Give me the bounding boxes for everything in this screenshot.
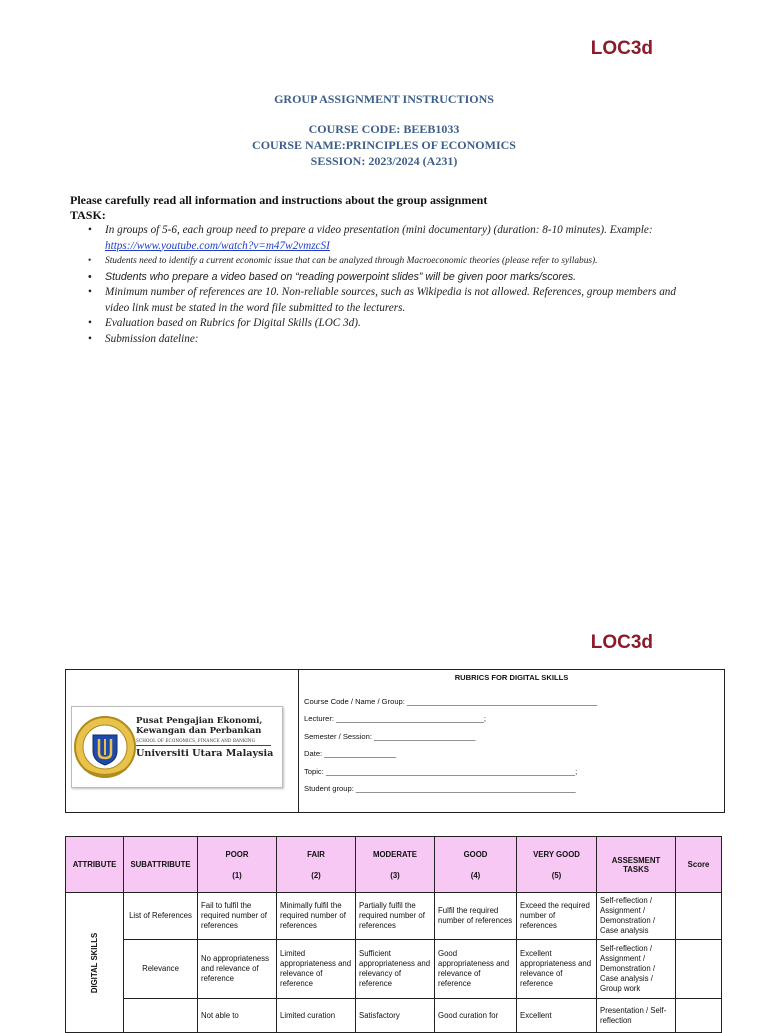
rubric-header-row [66, 837, 722, 893]
rubric-table [65, 836, 722, 1033]
tasks-cell: Self-reflection / Assignment / Demonstration / Case analysis [597, 893, 676, 940]
uum-crest-icon [74, 709, 136, 785]
tasks-cell: Self-reflection / Assignment / Demonstration / Case analysis / Group work [597, 940, 676, 999]
subattribute-cell [124, 999, 198, 1033]
loc-label: LOC3d [590, 38, 653, 59]
header-label: GOOD [463, 849, 488, 859]
score-cell[interactable] [676, 893, 722, 940]
attribute-label: DIGITAL SKILLS [89, 932, 99, 993]
task-item: • Students need to identify a current economic issue that can be analyzed through Macroeconomic theories (please refer to syllabus). [88, 254, 700, 270]
header-score: Score [676, 837, 722, 893]
task-item [88, 223, 700, 254]
header-very-good [517, 837, 597, 893]
logo-line: Pusat Pengajian Ekonomi, [136, 716, 263, 726]
subattribute-cell: List of References [124, 893, 198, 940]
very-good-cell: Excellent [517, 999, 597, 1033]
header-good [435, 837, 517, 893]
header-score: (5) [551, 870, 562, 880]
very-good-cell: Excellent appropriateness and relevance of reference [517, 940, 597, 999]
fair-cell: Limited curation [277, 999, 356, 1033]
lecturer-field[interactable]: Lecturer: ___________________________________; [304, 714, 487, 723]
rubric-info-box [65, 669, 725, 813]
session: SESSION: 2023/2024 (A231) [310, 154, 458, 168]
header-score: (4) [470, 870, 481, 880]
poor-cell: No appropriateness and relevance of reference [198, 940, 277, 999]
task-item: • Minimum number of references are 10. Non-reliable sources, such as Wikipedia is not allowed. References, group members and video link must be stated in the word file submitted to the lecturers. [88, 285, 700, 316]
header-label: POOR [225, 849, 249, 859]
header-subattribute: SUBATTRIBUTE [124, 837, 198, 893]
subattribute-cell: Relevance [124, 940, 198, 999]
course-code: COURSE CODE: BEEB1033 [308, 122, 460, 136]
logo-text [136, 716, 273, 759]
logo-line: SCHOOL OF ECONOMICS, FINANCE AND BANKING [136, 738, 256, 743]
university-logo [71, 706, 283, 788]
moderate-cell: Sufficient appropriateness and relevancy of reference [356, 940, 435, 999]
topic-field[interactable]: Topic: ___________________________________________________________; [304, 767, 578, 776]
date-field[interactable]: Date: _________________ [304, 749, 397, 758]
intro-text: Please carefully read all information and instructions about the group assignment [70, 193, 488, 207]
moderate-cell: Partially fulfil the required number of references [356, 893, 435, 940]
header-label: FAIR [307, 849, 325, 859]
good-cell: Good appropriateness and relevance of reference [435, 940, 517, 999]
task-label: TASK: [70, 208, 106, 222]
good-cell: Fulfil the required number of references [435, 893, 517, 940]
poor-cell: Fail to fulfil the required number of references [198, 893, 277, 940]
tasks-cell: Presentation / Self-reflection [597, 999, 676, 1033]
moderate-cell: Satisfactory [356, 999, 435, 1033]
header-label: VERY GOOD [533, 849, 580, 859]
fair-cell: Minimally fulfil the required number of references [277, 893, 356, 940]
table-row [66, 893, 722, 940]
table-row [66, 940, 722, 999]
poor-cell: Not able to [198, 999, 277, 1033]
task-item: • Students who prepare a video based on “reading powerpoint slides” will be given poor marks/scores. [88, 270, 700, 286]
task-list [88, 223, 700, 347]
semester-field[interactable]: Semester / Session: ________________________ [304, 732, 476, 741]
header-poor [198, 837, 277, 893]
table-row [66, 999, 722, 1033]
intro-block [70, 193, 487, 223]
task-item: • Evaluation based on Rubrics for Digital Skills (LOC 3d). [88, 316, 700, 332]
task-item: • Submission dateline: [88, 332, 700, 348]
attribute-cell [66, 893, 124, 1033]
header-moderate [356, 837, 435, 893]
fair-cell: Limited appropriateness and relevance of reference [277, 940, 356, 999]
rubric-form [299, 670, 724, 812]
course-field[interactable]: Course Code / Name / Group: _____________________________________________ [304, 697, 598, 706]
very-good-cell: Exceed the required number of references [517, 893, 597, 940]
header-fair [277, 837, 356, 893]
course-name: COURSE NAME:PRINCIPLES OF ECONOMICS [252, 138, 516, 152]
score-cell[interactable] [676, 940, 722, 999]
logo-line: Kewangan dan Perbankan [136, 726, 262, 736]
task-text: In groups of 5-6, each group need to prepare a video presentation (mini documentary) (duration: 8-10 minutes). Example: [105, 224, 653, 236]
logo-divider [136, 745, 271, 746]
logo-line: Universiti Utara Malaysia [136, 748, 274, 759]
loc-label: LOC3d [590, 632, 653, 653]
course-info [0, 121, 768, 169]
example-video-link[interactable]: https://www.youtube.com/watch?v=m47w2vmzcSI [105, 239, 330, 252]
header-score: (2) [311, 870, 321, 880]
score-cell[interactable] [676, 999, 722, 1033]
logo-cell [66, 670, 299, 812]
header-label: MODERATE [372, 849, 418, 859]
student-group-field[interactable]: Student group: ____________________________________________________ [304, 784, 576, 793]
good-cell: Good curation for [435, 999, 517, 1033]
assignment-title: GROUP ASSIGNMENT INSTRUCTIONS [274, 92, 494, 106]
header-score: (1) [232, 870, 242, 880]
header-tasks: ASSESMENT TASKS [597, 837, 676, 893]
rubric-title: RUBRICS FOR DIGITAL SKILLS [454, 673, 569, 682]
header-score: (3) [390, 870, 400, 880]
header-attribute: ATTRIBUTE [66, 837, 124, 893]
